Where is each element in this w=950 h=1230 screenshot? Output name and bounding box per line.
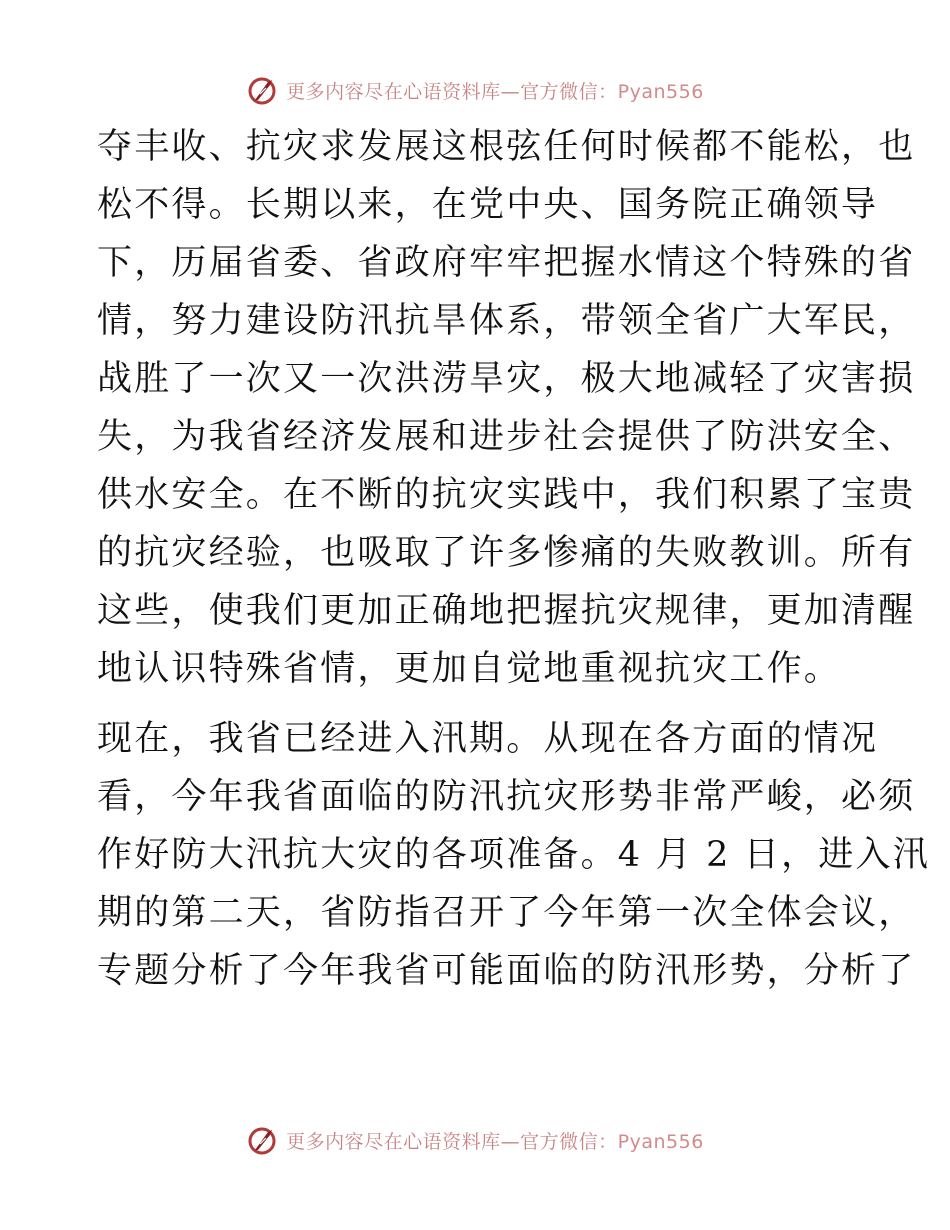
footer-banner-label: 更多内容尽在心语资料库—官方微信： bbox=[286, 1130, 618, 1153]
header-banner-label: 更多内容尽在心语资料库—官方微信： bbox=[286, 80, 618, 103]
footer-banner bbox=[0, 1120, 950, 1160]
text-line: 现在，我省已经进入汛期。从现在各方面的情况 bbox=[97, 719, 879, 759]
quill-circle-logo-icon bbox=[246, 1124, 278, 1156]
text-line: 看，今年我省面临的防汛抗灾形势非常严峻，必须 bbox=[97, 777, 916, 817]
footer-banner-handle: Pyan556 bbox=[617, 1130, 704, 1153]
header-banner-handle: Pyan556 bbox=[617, 80, 704, 103]
text-line: 松不得。长期以来，在党中央、国务院正确领导 bbox=[97, 185, 879, 225]
paragraph-2 bbox=[97, 710, 930, 1000]
footer-banner-text bbox=[286, 1127, 704, 1154]
text-line: 失，为我省经济发展和进步社会提供了防洪安全、 bbox=[97, 417, 916, 457]
header-banner bbox=[0, 70, 950, 110]
text-line: 下，历届省委、省政府牢牢把握水情这个特殊的省 bbox=[97, 243, 916, 283]
text-line: 作好防大汛抗大灾的各项准备。4 月 2 日，进入汛 bbox=[97, 835, 930, 875]
text-line: 战胜了一次又一次洪涝旱灾，极大地减轻了灾害损 bbox=[97, 359, 916, 399]
text-line: 的抗灾经验，也吸取了许多惨痛的失败教训。所有 bbox=[97, 533, 916, 573]
text-line: 供水安全。在不断的抗灾实践中，我们积累了宝贵 bbox=[97, 475, 916, 515]
text-line: 地认识特殊省情，更加自觉地重视抗灾工作。 bbox=[97, 649, 842, 689]
text-line: 夺丰收、抗灾求发展这根弦任何时候都不能松，也 bbox=[97, 127, 916, 167]
document-body bbox=[97, 118, 930, 1000]
text-line: 情，努力建设防汛抗旱体系，带领全省广大军民， bbox=[97, 301, 916, 341]
header-banner-text bbox=[286, 77, 704, 104]
quill-circle-logo-icon bbox=[246, 74, 278, 106]
paragraph-1 bbox=[97, 118, 916, 698]
text-line: 这些，使我们更加正确地把握抗灾规律，更加清醒 bbox=[97, 591, 916, 631]
text-line: 期的第二天，省防指召开了今年第一次全体会议， bbox=[97, 893, 916, 933]
text-line: 专题分析了今年我省可能面临的防汛形势，分析了 bbox=[97, 951, 916, 991]
